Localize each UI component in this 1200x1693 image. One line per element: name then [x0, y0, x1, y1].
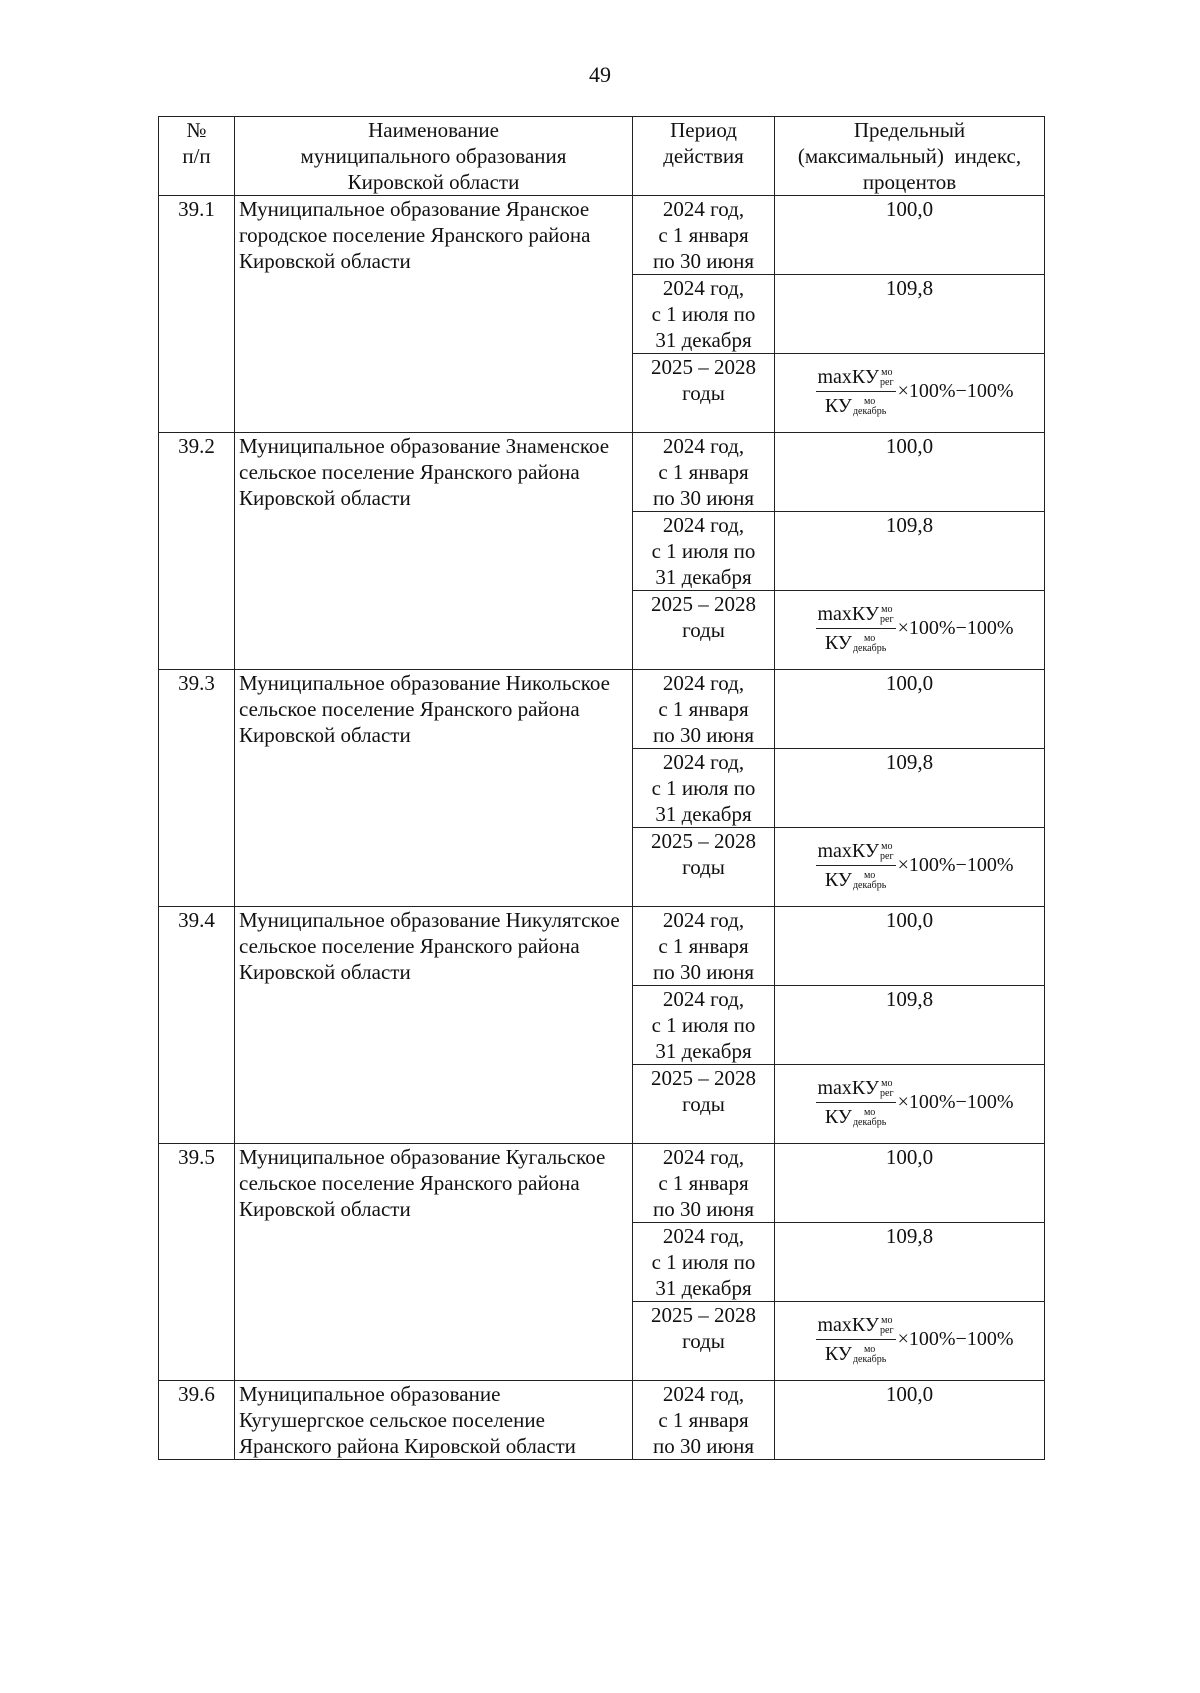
period-line: с 1 июля по	[651, 1013, 756, 1037]
period-cell	[633, 986, 775, 1065]
period-line: по 30 июня	[652, 249, 755, 273]
index-cell	[775, 591, 1045, 670]
period-cell	[633, 275, 775, 354]
index-cell	[775, 1381, 1045, 1460]
period-line: с 1 января	[658, 1171, 749, 1195]
period-line: с 1 июля по	[651, 302, 756, 326]
period-line: 2024 год,	[662, 197, 745, 221]
period-cell	[633, 433, 775, 512]
index-cell	[775, 275, 1045, 354]
period-line: по 30 июня	[652, 486, 755, 510]
table-row	[159, 670, 1045, 749]
period-line: годы	[682, 618, 725, 642]
row-number: 39.3	[159, 670, 235, 907]
period-line: 2025 – 2028	[651, 592, 756, 616]
table-row	[159, 1144, 1045, 1223]
municipality-name: Муниципальное образование Кугушергское сельское поселение Яранского района Кировской области	[235, 1381, 633, 1460]
index-value: 100,0	[885, 908, 934, 932]
index-cell	[775, 1144, 1045, 1223]
period-line: по 30 июня	[652, 1197, 755, 1221]
period-cell	[633, 512, 775, 591]
index-cell	[775, 749, 1045, 828]
period-cell	[633, 670, 775, 749]
period-line: 2025 – 2028	[651, 1303, 756, 1327]
period-line: годы	[682, 855, 725, 879]
period-line: 2025 – 2028	[651, 1066, 756, 1090]
header-municipality: Наименование муниципального образования Кировской области	[235, 117, 633, 196]
period-cell	[633, 1302, 775, 1381]
row-number: 39.4	[159, 907, 235, 1144]
period-line: 2024 год,	[662, 1224, 745, 1248]
index-value: 109,8	[885, 987, 934, 1011]
page-number: 49	[589, 62, 611, 87]
index-formula: maxКУ мо рег КУ мо декабрь ×100%−100%	[817, 602, 1014, 654]
period-cell	[633, 591, 775, 670]
period-line: 2024 год,	[662, 276, 745, 300]
table-row	[159, 1381, 1045, 1460]
period-cell	[633, 196, 775, 275]
period-line: по 30 июня	[652, 1434, 755, 1458]
period-line: 2024 год,	[662, 987, 745, 1011]
period-line: с 1 января	[658, 460, 749, 484]
index-formula: maxКУ мо рег КУ мо декабрь ×100%−100%	[817, 1076, 1014, 1128]
row-number: 39.1	[159, 196, 235, 433]
index-cell	[775, 1302, 1045, 1381]
period-line: с 1 июля по	[651, 539, 756, 563]
period-line: годы	[682, 1329, 725, 1353]
municipality-name: Муниципальное образование Яранское городское поселение Яранского района Кировской области	[235, 196, 633, 433]
municipality-name: Муниципальное образование Никольское сельское поселение Яранского района Кировской области	[235, 670, 633, 907]
period-line: 2024 год,	[662, 908, 745, 932]
index-cell	[775, 354, 1045, 433]
period-line: 31 декабря	[655, 328, 752, 352]
table-row	[159, 433, 1045, 512]
period-cell	[633, 1223, 775, 1302]
table-row	[159, 196, 1045, 275]
period-cell	[633, 749, 775, 828]
index-cell	[775, 907, 1045, 986]
row-number: 39.5	[159, 1144, 235, 1381]
index-cell	[775, 828, 1045, 907]
period-cell	[633, 1065, 775, 1144]
period-line: с 1 июля по	[651, 776, 756, 800]
tariff-index-table	[158, 116, 1045, 1460]
period-line: 2024 год,	[662, 513, 745, 537]
index-cell	[775, 1223, 1045, 1302]
period-line: по 30 июня	[652, 723, 755, 747]
header-period: Период действия	[633, 117, 775, 196]
index-value: 109,8	[885, 276, 934, 300]
header-number: № п/п	[159, 117, 235, 196]
period-line: 2024 год,	[662, 671, 745, 695]
municipality-name: Муниципальное образование Знаменское сельское поселение Яранского района Кировской области	[235, 433, 633, 670]
period-cell	[633, 354, 775, 433]
index-value: 100,0	[885, 1382, 934, 1406]
period-cell	[633, 1144, 775, 1223]
period-cell	[633, 1381, 775, 1460]
period-line: с 1 января	[658, 934, 749, 958]
period-line: 31 декабря	[655, 802, 752, 826]
period-line: с 1 января	[658, 1408, 749, 1432]
period-line: 2024 год,	[662, 750, 745, 774]
table-header-row	[159, 117, 1045, 196]
period-line: с 1 января	[658, 697, 749, 721]
index-value: 100,0	[885, 434, 934, 458]
period-line: по 30 июня	[652, 960, 755, 984]
period-line: годы	[682, 1092, 725, 1116]
period-line: годы	[682, 381, 725, 405]
period-line: 2024 год,	[662, 434, 745, 458]
period-line: с 1 января	[658, 223, 749, 247]
period-line: 2024 год,	[662, 1145, 745, 1169]
index-value: 100,0	[885, 1145, 934, 1169]
index-cell	[775, 986, 1045, 1065]
period-line: 31 декабря	[655, 565, 752, 589]
index-cell	[775, 512, 1045, 591]
period-cell	[633, 828, 775, 907]
row-number: 39.2	[159, 433, 235, 670]
index-cell	[775, 1065, 1045, 1144]
index-value: 109,8	[885, 513, 934, 537]
index-cell	[775, 670, 1045, 749]
municipality-name: Муниципальное образование Никулятское сельское поселение Яранского района Кировской области	[235, 907, 633, 1144]
row-number: 39.6	[159, 1381, 235, 1460]
index-formula: maxКУ мо рег КУ мо декабрь ×100%−100%	[817, 839, 1014, 891]
index-formula: maxКУ мо рег КУ мо декабрь ×100%−100%	[817, 1313, 1014, 1365]
index-cell	[775, 196, 1045, 275]
period-line: с 1 июля по	[651, 1250, 756, 1274]
index-value: 100,0	[885, 671, 934, 695]
period-line: 2024 год,	[662, 1382, 745, 1406]
header-index: Предельный (максимальный) индекс, процентов	[775, 117, 1045, 196]
index-value: 109,8	[885, 1224, 934, 1248]
index-value: 109,8	[885, 750, 934, 774]
period-line: 31 декабря	[655, 1039, 752, 1063]
municipality-name: Муниципальное образование Кугальское сельское поселение Яранского района Кировской области	[235, 1144, 633, 1381]
table-row	[159, 907, 1045, 986]
index-value: 100,0	[885, 197, 934, 221]
period-cell	[633, 907, 775, 986]
period-line: 2025 – 2028	[651, 355, 756, 379]
period-line: 31 декабря	[655, 1276, 752, 1300]
index-cell	[775, 433, 1045, 512]
period-line: 2025 – 2028	[651, 829, 756, 853]
index-formula: maxКУ мо рег КУ мо декабрь ×100%−100%	[817, 365, 1014, 417]
